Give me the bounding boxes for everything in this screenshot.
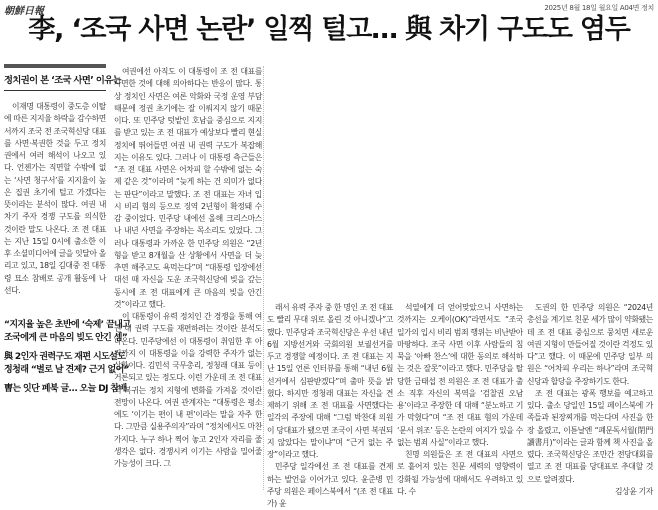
article-column-1 [114,66,262,470]
article-column-3 [397,302,523,498]
article-column-2 [267,302,393,510]
paragraph: 래서 유력 주자 중 한 명인 조 전 대표도 빨리 무대 위로 올린 것 아니겠나”고 했다. 민주당과 조국혁신당은 우선 내년 6월 지방선거와 국회의원 보궐선거를 두고 경쟁할 예정이다. 조 전 대표는 지난 15일 언론 인터뷰를 통해 “내년 6월 선거에서 심판받겠다”며 출마 뜻을 밝혔다. 하지만 정청래 대표는 자신을 견제하기 위해 조 전 대표를 사면했다는 일각의 주장에 대해 “그럼 박찬대 의원이 당대표가 됐으면 조국이 사면 복권되지 않았다는 말이냐”며 “근거 없는 주장”이라고 했다. [267,303,393,459]
related-headline[interactable]: 與 2인자 권력구도 재편 시도설도 정청래 “별로 날 견제? 근거 없어” [4,352,130,375]
related-headline[interactable]: 曺는 잇단 페북 글… 오늘 DJ 참배 [4,384,127,394]
column-divider [263,66,264,490]
paragraph: 도권의 한 민주당 의원은 “2024년 총선을 계기로 친문 세가 많이 약화됐는데 조 전 대표 중심으로 뭉치면 새로운 여권 지형이 만들어질 것이란 걱정도 있다”고 했다. 이 때문에 민주당 일부 의원은 “어차피 우리는 하나”라며 조국혁신당과 합당을 주장하기도 한다. [527,303,653,386]
dateline: 2025년 8월 18일 월요일 A04면 정치 [544,4,654,12]
sidebar-box [4,64,131,396]
paragraph: 이 대통령이 유력 정치인 간 경쟁을 통해 여권 내 권력 구도를 재편하려는 것이란 분석도 나온다. 민주당에선 이 대통령이 취임한 후 아직까지 이 대통령을 이을 강력한 주자가 없는 상황이다. 김민석 국무총리, 정청래 대표 등이 거론되고 있는 정도다. 이런 가운데 조 전 대표의 복귀는 정치 지형에 변화를 가져올 것이란 전망이 나온다. 여권 관계자는 “대통령은 평소에도 ‘이기는 편이 내 편’이라는 말을 자주 한다. 그만큼 실용주의자”라며 “정치에서도 마찬가지다. 누구 하나 찍어 놓고 2인자 자리를 줄 생각은 없다. 경쟁시켜 이기는 사람을 밀어줄 가능성이 크다. 그 [114,312,262,468]
newspaper-logo: 朝鮮日報 [4,6,44,17]
paragraph: 석열에게 더 얻어맞았으니 사면하는 것까지는 오케이(OK)”라면서도 “조국 일가의 입시 비리 범죄 행위는 비난받아 마땅하다. 조국 사면 이후 사람들의 침묵을 ‘아빠 찬스’에 대한 동의로 해석하는 것은 잘못”이라고 했다. 민주당을 탈당한 금태섭 전 의원은 조 전 대표가 출소 직후 자신의 복역을 ‘검찰권 오남용’이라고 주장한 데 대해 “분노하고 기가 막혔다”며 “조 전 대표 혐의 가운데 ‘문서 위조’ 등은 논란의 여지가 있을 수 없는 범죄 사실”이라고 했다. [397,303,523,447]
sidebar-top-bar [4,64,106,68]
sidebar-title: 정치권이 본 ‘조국 사면’ 이유는 [4,72,106,91]
related-headlines [4,319,131,396]
paragraph: 여권에선 아직도 이 대통령이 조 전 대표를 사면한 것에 대해 의아하다는 반응이 많다. 통상 정치인 사면은 여론 악화와 국정 운영 부담 때문에 정권 초기에는 잘 이뤄지지 않기 때문이다. 또 민주당 텃밭인 호남을 중심으로 지지를 받고 있는 조 전 대표가 예상보다 빨리 현실 정치에 뛰어들면 여권 내 권력 구도가 복잡해지는 이유도 있다. 그러나 이 대통령 측근들은 “조 전 대표 사면은 어차피 할 수밖에 없는 숙제 같은 것”이라며 “늦게 하는 건 의미가 없다는 판단”이라고 말했다. 조 전 대표는 자녀 입시 비리 혐의 등으로 징역 2년형이 확정돼 수감 중이었다. 민주당 내에선 올해 크리스마스나 내년 사면을 주장하는 목소리도 있었다. 그러나 대통령과 가까운 한 민주당 의원은 “2년형을 받고 8개월을 산 상황에서 사면을 더 늦추면 해주고도 욕먹는다”며 “대통령 입장에선 대선 때 자신을 도운 조국혁신당에 빚을 갚는 동시에 조 전 대표에게 큰 마음의 빚을 안긴 것”이라고 했다. [114,67,262,309]
paragraph: 친명 의원들은 조 전 대표의 사면으로 흩어져 있는 친문 세력의 영향력이 강화될 가능성에 대해서도 우려하고 있다. 수 [397,450,523,496]
related-headline[interactable]: “지지율 높은 초반에 ‘숙제’ 끝내고 조국에게 큰 마음의 빚도 안긴 셈” [4,320,131,343]
paragraph: 민주당 일각에선 조 전 대표를 견제하는 발언을 이어가고 있다. 윤준병 민주당 의원은 페이스북에서 “(조 전 대표가) 윤 [267,462,393,508]
paragraph: 조 전 대표는 광폭 행보를 예고하고 있다. 출소 당일인 15일 페이스북에 가족들과 된장찌개를 먹는다며 사진을 한 장 올렸고, 이튿날엔 “폐문독서월(閉門讀書月)”이라는 글과 함께 책 사진을 올렸다. 조국혁신당은 조만간 전당대회를 열고 조 전 대표를 당대표로 추대할 것으로 알려졌다. [527,388,653,484]
headline: 李, ‘조국 사면 논란’ 일찍 털고… 與 차기 구도도 염두 [28,14,630,45]
byline: 김상윤 기자 [614,486,653,496]
article-column-4 [527,302,653,498]
sidebar-body: 이재명 대통령이 중도층 이탈에 따른 지지율 하락을 감수하면서까지 조국 전 조국혁신당 대표를 사면·복권한 것을 두고 정치권에서 여러 해석이 나오고 있다. 언젠가는 직면할 수밖에 없는 ‘사면 청구서’를 지지율이 높은 집권 초기에 털고 가겠다는 뜻이라는 분석이 많다. 여권 내 차기 주자 경쟁 구도를 의식한 것이란 말도 나온다. 조 전 대표는 지난 15일 0시에 출소한 이후 소셜미디어에 글을 잇달아 올리고 있고, 18일 김대중 전 대통령 묘소 참배로 공개 활동에 나선다. [4,102,106,295]
